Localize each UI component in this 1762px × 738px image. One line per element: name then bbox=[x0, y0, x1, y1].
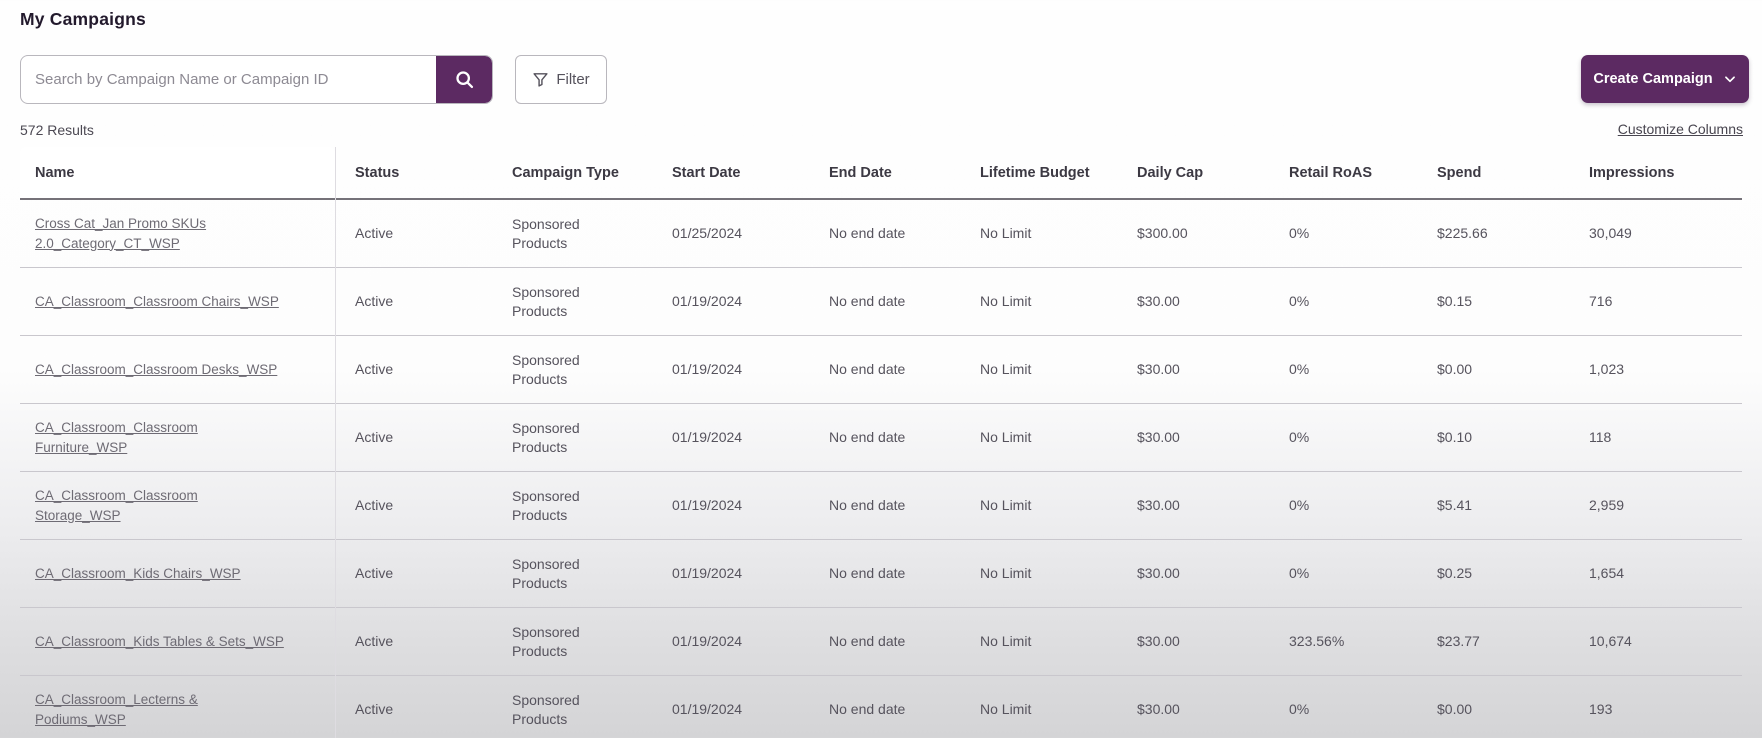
impressions-cell: 716 bbox=[1589, 293, 1613, 310]
start-date-cell: 01/25/2024 bbox=[672, 225, 743, 242]
impressions-cell: 1,023 bbox=[1589, 361, 1625, 378]
daily-cap-cell: $30.00 bbox=[1137, 565, 1180, 582]
page-title: My Campaigns bbox=[20, 9, 146, 29]
lifetime-budget-cell: No Limit bbox=[980, 633, 1032, 650]
impressions-cell: 1,654 bbox=[1589, 565, 1625, 582]
table-row bbox=[20, 472, 1742, 540]
customize-columns-link[interactable]: Customize Columns bbox=[1617, 121, 1743, 137]
end-date-cell: No end date bbox=[829, 361, 906, 378]
status-cell: Active bbox=[355, 429, 394, 446]
retail-roas-cell: 0% bbox=[1289, 429, 1310, 446]
start-date-cell: 01/19/2024 bbox=[672, 497, 743, 514]
filter-icon bbox=[532, 71, 549, 88]
filter-button-label: Filter bbox=[556, 71, 590, 88]
table-row bbox=[20, 676, 1742, 738]
campaign-type-cell: Sponsored Products bbox=[512, 623, 580, 659]
column-header-spend: Spend bbox=[1437, 164, 1482, 181]
end-date-cell: No end date bbox=[829, 497, 906, 514]
status-cell: Active bbox=[355, 633, 394, 650]
start-date-cell: 01/19/2024 bbox=[672, 293, 743, 310]
lifetime-budget-cell: No Limit bbox=[980, 293, 1032, 310]
lifetime-budget-cell: No Limit bbox=[980, 361, 1032, 378]
spend-cell: $225.66 bbox=[1437, 225, 1488, 242]
campaign-name-link[interactable]: CA_Classroom_Kids Tables & Sets_WSP bbox=[35, 633, 284, 649]
chevron-down-icon bbox=[1723, 72, 1737, 86]
results-count: 572 Results bbox=[20, 122, 94, 138]
status-cell: Active bbox=[355, 565, 394, 582]
status-cell: Active bbox=[355, 225, 394, 242]
column-header-lifetime-budget: Lifetime Budget bbox=[980, 164, 1090, 181]
campaign-type-cell: Sponsored Products bbox=[512, 215, 580, 251]
spend-cell: $0.15 bbox=[1437, 293, 1473, 310]
start-date-cell: 01/19/2024 bbox=[672, 565, 743, 582]
filter-button[interactable] bbox=[515, 55, 607, 104]
status-cell: Active bbox=[355, 361, 394, 378]
table-row bbox=[20, 268, 1742, 336]
table-row bbox=[20, 540, 1742, 608]
start-date-cell: 01/19/2024 bbox=[672, 633, 743, 650]
column-header-start-date: Start Date bbox=[672, 164, 741, 181]
lifetime-budget-cell: No Limit bbox=[980, 225, 1032, 242]
table-row bbox=[20, 200, 1742, 268]
end-date-cell: No end date bbox=[829, 701, 906, 718]
create-campaign-label: Create Campaign bbox=[1593, 71, 1713, 87]
campaign-name-link[interactable]: CA_Classroom_Kids Chairs_WSP bbox=[35, 565, 241, 581]
end-date-cell: No end date bbox=[829, 565, 906, 582]
retail-roas-cell: 0% bbox=[1289, 701, 1310, 718]
column-header-impressions: Impressions bbox=[1589, 164, 1675, 181]
daily-cap-cell: $30.00 bbox=[1137, 701, 1180, 718]
impressions-cell: 2,959 bbox=[1589, 497, 1625, 514]
status-cell: Active bbox=[355, 701, 394, 718]
campaign-type-cell: Sponsored Products bbox=[512, 283, 580, 319]
end-date-cell: No end date bbox=[829, 225, 906, 242]
campaigns-table bbox=[20, 147, 1742, 738]
daily-cap-cell: $30.00 bbox=[1137, 429, 1180, 446]
lifetime-budget-cell: No Limit bbox=[980, 565, 1032, 582]
retail-roas-cell: 0% bbox=[1289, 361, 1310, 378]
column-header-name: Name bbox=[20, 147, 335, 198]
campaign-type-cell: Sponsored Products bbox=[512, 351, 580, 387]
spend-cell: $5.41 bbox=[1437, 497, 1473, 514]
start-date-cell: 01/19/2024 bbox=[672, 429, 743, 446]
spend-cell: $0.10 bbox=[1437, 429, 1473, 446]
end-date-cell: No end date bbox=[829, 633, 906, 650]
start-date-cell: 01/19/2024 bbox=[672, 361, 743, 378]
lifetime-budget-cell: No Limit bbox=[980, 429, 1032, 446]
table-row bbox=[20, 336, 1742, 404]
table-row bbox=[20, 608, 1742, 676]
column-header-daily-cap: Daily Cap bbox=[1137, 164, 1204, 181]
column-header-status: Status bbox=[355, 164, 400, 181]
daily-cap-cell: $300.00 bbox=[1137, 225, 1188, 242]
frozen-column-divider bbox=[335, 147, 336, 738]
campaign-name-link[interactable]: Cross Cat_Jan Promo SKUs 2.0_Category_CT_WSP bbox=[35, 215, 207, 251]
impressions-cell: 30,049 bbox=[1589, 225, 1632, 242]
column-header-retail-roas: Retail RoAS bbox=[1289, 164, 1372, 181]
campaign-type-cell: Sponsored Products bbox=[512, 419, 580, 455]
search-button[interactable] bbox=[436, 56, 492, 103]
impressions-cell: 10,674 bbox=[1589, 633, 1632, 650]
end-date-cell: No end date bbox=[829, 429, 906, 446]
impressions-cell: 118 bbox=[1589, 429, 1612, 446]
spend-cell: $0.00 bbox=[1437, 701, 1473, 718]
retail-roas-cell: 0% bbox=[1289, 225, 1310, 242]
status-cell: Active bbox=[355, 497, 394, 514]
start-date-cell: 01/19/2024 bbox=[672, 701, 743, 718]
campaign-name-link[interactable]: CA_Classroom_Classroom Chairs_WSP bbox=[35, 293, 279, 309]
campaign-type-cell: Sponsored Products bbox=[512, 487, 580, 523]
create-campaign-button[interactable] bbox=[1581, 55, 1749, 103]
daily-cap-cell: $30.00 bbox=[1137, 361, 1180, 378]
campaign-name-link[interactable]: CA_Classroom_Classroom Storage_WSP bbox=[35, 487, 198, 523]
retail-roas-cell: 323.56% bbox=[1289, 633, 1345, 650]
retail-roas-cell: 0% bbox=[1289, 293, 1310, 310]
daily-cap-cell: $30.00 bbox=[1137, 633, 1180, 650]
search-icon bbox=[454, 69, 475, 90]
search-box bbox=[20, 55, 493, 104]
spend-cell: $0.25 bbox=[1437, 565, 1473, 582]
column-header-end-date: End Date bbox=[829, 164, 892, 181]
campaign-type-cell: Sponsored Products bbox=[512, 555, 580, 591]
daily-cap-cell: $30.00 bbox=[1137, 293, 1180, 310]
campaign-name-link[interactable]: CA_Classroom_Lecterns & Podiums_WSP bbox=[35, 691, 198, 727]
spend-cell: $23.77 bbox=[1437, 633, 1480, 650]
retail-roas-cell: 0% bbox=[1289, 565, 1310, 582]
search-input[interactable] bbox=[21, 56, 436, 103]
lifetime-budget-cell: No Limit bbox=[980, 497, 1032, 514]
retail-roas-cell: 0% bbox=[1289, 497, 1310, 514]
table-header-row bbox=[20, 147, 1742, 200]
end-date-cell: No end date bbox=[829, 293, 906, 310]
campaign-name-link[interactable]: CA_Classroom_Classroom Furniture_WSP bbox=[35, 419, 198, 455]
impressions-cell: 193 bbox=[1589, 701, 1613, 718]
spend-cell: $0.00 bbox=[1437, 361, 1473, 378]
table-row bbox=[20, 404, 1742, 472]
campaign-type-cell: Sponsored Products bbox=[512, 691, 580, 727]
status-cell: Active bbox=[355, 293, 394, 310]
column-header-campaign-type: Campaign Type bbox=[512, 164, 619, 181]
lifetime-budget-cell: No Limit bbox=[980, 701, 1032, 718]
daily-cap-cell: $30.00 bbox=[1137, 497, 1180, 514]
campaign-name-link[interactable]: CA_Classroom_Classroom Desks_WSP bbox=[35, 361, 278, 377]
